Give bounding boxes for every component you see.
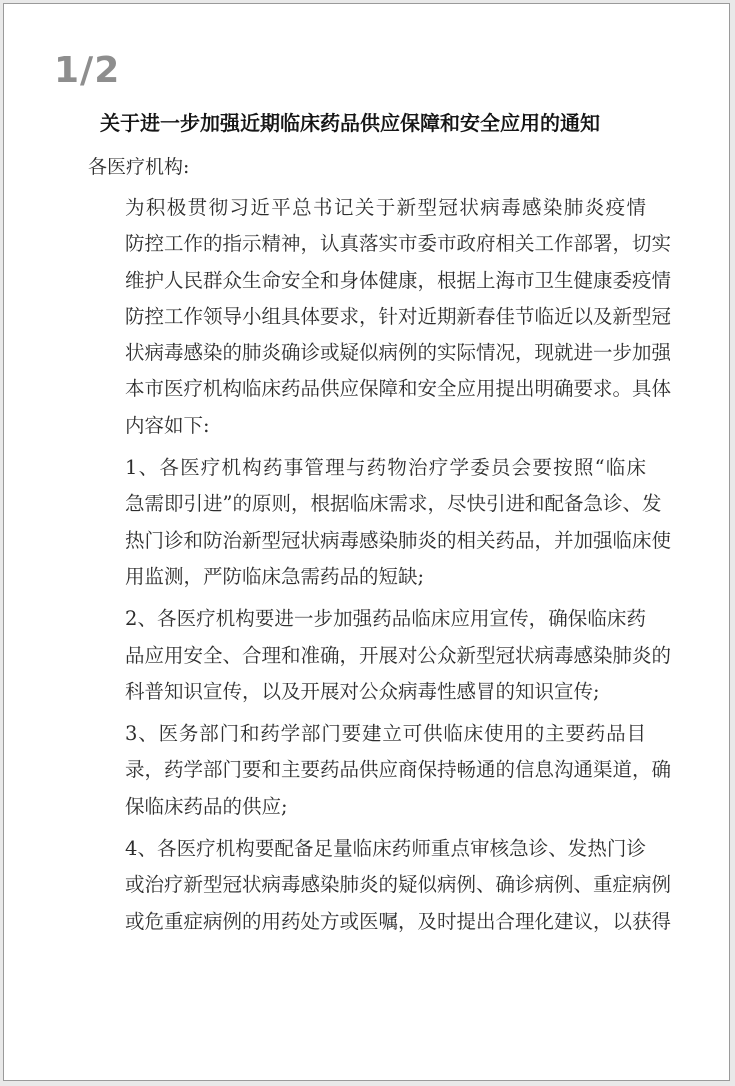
paragraph-intro xyxy=(86,190,672,444)
document-title: 关于进一步加强近期临床药品供应保障和安全应用的通知 xyxy=(100,111,600,135)
document-page xyxy=(3,3,730,1081)
page-indicator: 1/2 xyxy=(54,50,121,91)
text-line: 3、医务部门和药学部门要建立可供临床使用的主要药品目 xyxy=(125,722,646,746)
text-line: 为积极贯彻习近平总书记关于新型冠状病毒感染肺炎疫情 xyxy=(125,196,646,219)
text-line: 状病毒感染的肺炎确诊或疑似病例的实际情况，现就进一步加强 xyxy=(125,341,672,365)
paragraph-item-4 xyxy=(86,831,672,940)
text-line: 防控工作的指示精神，认真落实市委市政府相关工作部署，切实 xyxy=(125,232,672,256)
text-line: 2、各医疗机构要进一步加强药品临床应用宣传，确保临床药 xyxy=(125,607,646,631)
paragraph-item-2 xyxy=(86,601,672,710)
paragraph-item-1 xyxy=(86,450,672,595)
text-line: 保临床药品的供应; xyxy=(125,794,288,818)
text-line: 或危重症病例的用药处方或医嘱，及时提出合理化建议，以获得 xyxy=(125,909,672,933)
paragraph-item-3 xyxy=(86,716,672,825)
text-line: 内容如下: xyxy=(125,413,210,437)
text-line: 录，药学部门要和主要药品供应商保持畅通的信息沟通渠道，确 xyxy=(125,758,672,782)
text-line: 热门诊和防治新型冠状病毒感染肺炎的相关药品，并加强临床使 xyxy=(125,528,672,552)
text-line: 1、各医疗机构药事管理与药物治疗学委员会要按照“临床 xyxy=(125,456,646,480)
text-line: 维护人民群众生命安全和身体健康，根据上海市卫生健康委疫情 xyxy=(125,268,672,292)
text-line: 科普知识宣传，以及开展对公众病毒性感冒的知识宣传; xyxy=(125,679,600,703)
text-line: 4、各医疗机构要配备足量临床药师重点审核急诊、发热门诊 xyxy=(125,837,646,861)
text-line: 或治疗新型冠状病毒感染肺炎的疑似病例、确诊病例、重症病例 xyxy=(125,873,672,897)
text-line: 急需即引进”的原则，根据临床需求，尽快引进和配备急诊、发 xyxy=(125,492,662,516)
text-line: 本市医疗机构临床药品供应保障和安全应用提出明确要求。具体 xyxy=(125,377,672,401)
document-body xyxy=(86,190,672,940)
text-line: 防控工作领导小组具体要求，针对近期新春佳节临近以及新型冠 xyxy=(125,304,672,328)
text-line: 品应用安全、合理和准确，开展对公众新型冠状病毒感染肺炎的 xyxy=(125,643,672,667)
salutation: 各医疗机构: xyxy=(88,156,190,178)
text-line: 用监测，严防临床急需药品的短缺; xyxy=(125,564,425,588)
